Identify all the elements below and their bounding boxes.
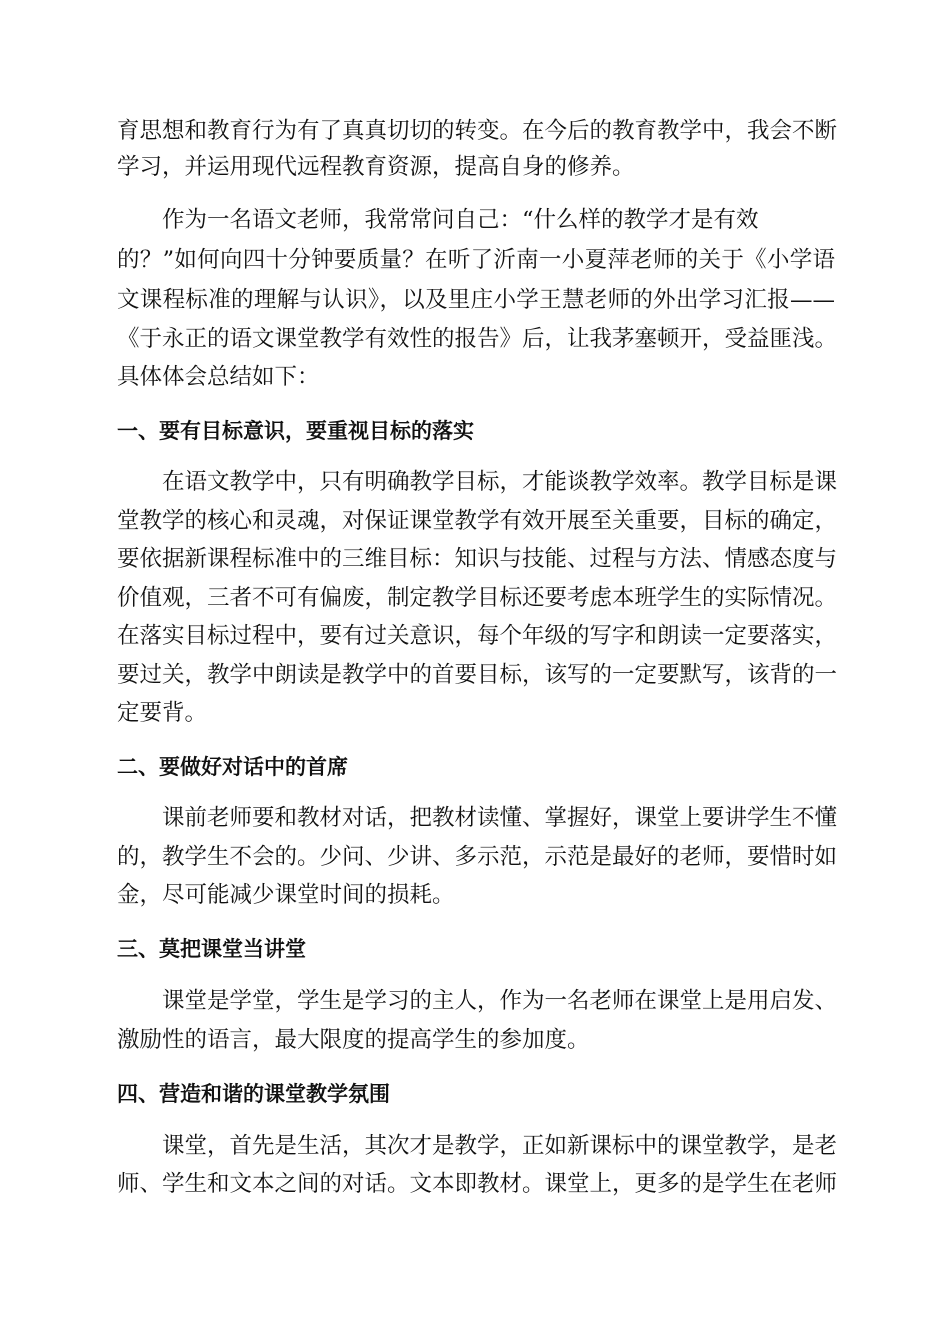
paragraph-line: 师、学生和文本之间的对话。文本即教材。课堂上，更多的是学生在老师 bbox=[117, 1171, 838, 1197]
section-heading: 三、莫把课堂当讲堂 bbox=[117, 937, 306, 961]
paragraph-line: 价值观，三者不可有偏废，制定教学目标还要考虑本班学生的实际情况。 bbox=[117, 585, 838, 611]
paragraph-line: 堂教学的核心和灵魂，对保证课堂教学有效开展至关重要，目标的确定， bbox=[117, 508, 838, 534]
paragraph-line: 激励性的语言，最大限度的提高学生的参加度。 bbox=[117, 1027, 590, 1053]
paragraph-line: 文课程标准的理解与认识》，以及里庄小学王慧老师的外出学习汇报—— bbox=[117, 287, 835, 313]
section-heading: 二、要做好对话中的首席 bbox=[117, 755, 348, 779]
paragraph-line: 在语文教学中，只有明确教学目标，才能谈教学效率。教学目标是课 bbox=[162, 469, 838, 495]
paragraph-line: 在落实目标过程中，要有过关意识，每个年级的写字和朗读一定要落实， bbox=[117, 623, 838, 649]
paragraph-line: 课堂是学堂，学生是学习的主人，作为一名老师在课堂上是用启发、 bbox=[162, 988, 838, 1014]
paragraph-line: 课前老师要和教材对话，把教材读懂、掌握好，课堂上要讲学生不懂 bbox=[162, 805, 838, 831]
paragraph-line: 具体体会总结如下： bbox=[117, 364, 320, 390]
paragraph-line: 金，尽可能减少课堂时间的损耗。 bbox=[117, 882, 455, 908]
paragraph-line: 《于永正的语文课堂教学有效性的报告》后，让我茅塞顿开，受益匪浅。 bbox=[117, 326, 838, 352]
paragraph-line: 的？”如何向四十分钟要质量？在听了沂南一小夏萍老师的关于《小学语 bbox=[117, 247, 835, 273]
paragraph-line: 育思想和教育行为有了真真切切的转变。在今后的教育教学中，我会不断 bbox=[117, 118, 838, 144]
paragraph-line: 的，教学生不会的。少问、少讲、多示范，示范是最好的老师，要惜时如 bbox=[117, 844, 838, 870]
paragraph-line: 要依据新课程标准中的三维目标：知识与技能、过程与方法、情感态度与 bbox=[117, 546, 838, 572]
paragraph-line: 学习，并运用现代远程教育资源，提高自身的修养。 bbox=[117, 154, 635, 180]
section-heading: 四、营造和谐的课堂教学氛围 bbox=[117, 1082, 390, 1106]
paragraph-line: 作为一名语文老师，我常常问自己：“什么样的教学才是有效 bbox=[162, 207, 759, 233]
paragraph-line: 定要背。 bbox=[117, 700, 208, 726]
paragraph-line: 要过关，教学中朗读是教学中的首要目标，该写的一定要默写，该背的一 bbox=[117, 662, 838, 688]
section-heading: 一、要有目标意识，要重视目标的落实 bbox=[117, 419, 474, 443]
paragraph-line: 课堂，首先是生活，其次才是教学，正如新课标中的课堂教学，是老 bbox=[162, 1133, 838, 1159]
